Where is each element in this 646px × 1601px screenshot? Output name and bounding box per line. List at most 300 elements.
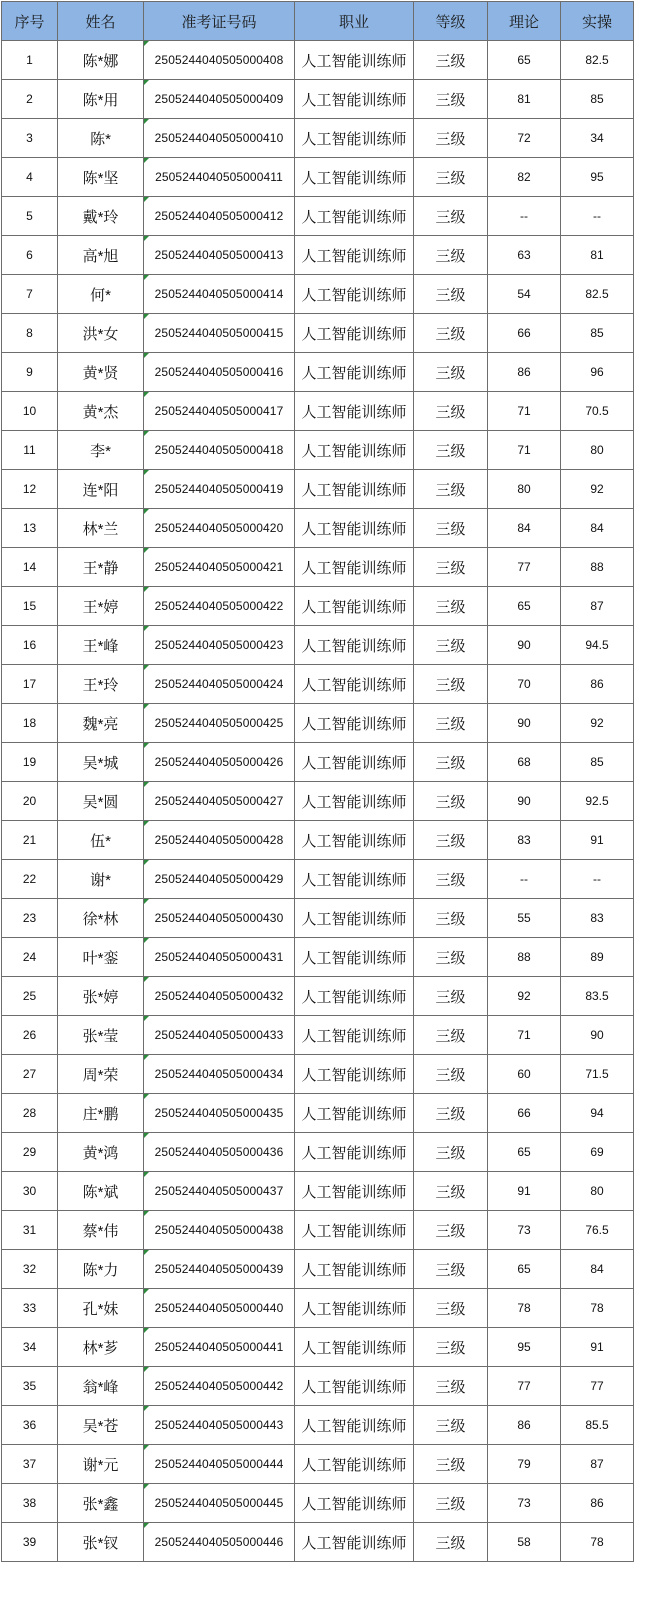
cell-practice-score: 86	[561, 665, 634, 704]
cell-practice-score: 85.5	[561, 1406, 634, 1445]
cell-level: 三级	[414, 1367, 488, 1406]
cell-name: 张*莹	[58, 1016, 144, 1055]
header-level: 等级	[414, 2, 488, 41]
cell-name: 林*兰	[58, 509, 144, 548]
cell-seq: 3	[2, 119, 58, 158]
cell-occupation: 人工智能训练师	[295, 860, 414, 899]
cell-theory-score: 71	[488, 431, 561, 470]
table-row	[2, 899, 634, 938]
cell-theory-score: 90	[488, 626, 561, 665]
table-row	[2, 938, 634, 977]
cell-name: 洪*女	[58, 314, 144, 353]
cell-seq: 7	[2, 275, 58, 314]
cell-occupation: 人工智能训练师	[295, 41, 414, 80]
cell-exam-id: 2505244040505000427	[144, 782, 295, 821]
cell-practice-score: 92.5	[561, 782, 634, 821]
cell-level: 三级	[414, 392, 488, 431]
cell-exam-id: 2505244040505000426	[144, 743, 295, 782]
cell-exam-id: 2505244040505000434	[144, 1055, 295, 1094]
cell-theory-score: 95	[488, 1328, 561, 1367]
table-row	[2, 1211, 634, 1250]
cell-exam-id: 2505244040505000417	[144, 392, 295, 431]
cell-occupation: 人工智能训练师	[295, 704, 414, 743]
cell-exam-id: 2505244040505000410	[144, 119, 295, 158]
cell-practice-score: 94	[561, 1094, 634, 1133]
cell-seq: 28	[2, 1094, 58, 1133]
cell-theory-score: 65	[488, 1250, 561, 1289]
cell-occupation: 人工智能训练师	[295, 1484, 414, 1523]
cell-exam-id: 2505244040505000444	[144, 1445, 295, 1484]
cell-occupation: 人工智能训练师	[295, 314, 414, 353]
table-row	[2, 1055, 634, 1094]
cell-occupation: 人工智能训练师	[295, 665, 414, 704]
table-row	[2, 1523, 634, 1562]
cell-name: 陈*	[58, 119, 144, 158]
cell-occupation: 人工智能训练师	[295, 1172, 414, 1211]
cell-occupation: 人工智能训练师	[295, 80, 414, 119]
cell-seq: 5	[2, 197, 58, 236]
cell-theory-score: 88	[488, 938, 561, 977]
cell-name: 谢*元	[58, 1445, 144, 1484]
cell-level: 三级	[414, 236, 488, 275]
cell-theory-score: 72	[488, 119, 561, 158]
table-row	[2, 314, 634, 353]
cell-exam-id: 2505244040505000442	[144, 1367, 295, 1406]
cell-seq: 19	[2, 743, 58, 782]
cell-seq: 8	[2, 314, 58, 353]
cell-theory-score: 68	[488, 743, 561, 782]
cell-exam-id: 2505244040505000416	[144, 353, 295, 392]
cell-practice-score: 92	[561, 704, 634, 743]
cell-level: 三级	[414, 1016, 488, 1055]
cell-occupation: 人工智能训练师	[295, 1367, 414, 1406]
table-row	[2, 1016, 634, 1055]
cell-practice-score: 87	[561, 587, 634, 626]
cell-level: 三级	[414, 353, 488, 392]
cell-seq: 37	[2, 1445, 58, 1484]
table-row	[2, 1445, 634, 1484]
cell-level: 三级	[414, 626, 488, 665]
cell-practice-score: 89	[561, 938, 634, 977]
table-row	[2, 782, 634, 821]
cell-practice-score: 81	[561, 236, 634, 275]
cell-occupation: 人工智能训练师	[295, 158, 414, 197]
cell-occupation: 人工智能训练师	[295, 1406, 414, 1445]
cell-name: 张*婷	[58, 977, 144, 1016]
cell-name: 王*玲	[58, 665, 144, 704]
cell-name: 黄*贤	[58, 353, 144, 392]
cell-name: 陈*坚	[58, 158, 144, 197]
table-row	[2, 821, 634, 860]
table-row	[2, 392, 634, 431]
cell-theory-score: 70	[488, 665, 561, 704]
cell-theory-score: 91	[488, 1172, 561, 1211]
cell-name: 陈*力	[58, 1250, 144, 1289]
cell-theory-score: 60	[488, 1055, 561, 1094]
cell-occupation: 人工智能训练师	[295, 821, 414, 860]
cell-practice-score: 92	[561, 470, 634, 509]
cell-level: 三级	[414, 548, 488, 587]
table-row	[2, 1250, 634, 1289]
cell-theory-score: 71	[488, 1016, 561, 1055]
cell-level: 三级	[414, 1406, 488, 1445]
cell-level: 三级	[414, 1250, 488, 1289]
cell-practice-score: 91	[561, 1328, 634, 1367]
cell-occupation: 人工智能训练师	[295, 626, 414, 665]
cell-exam-id: 2505244040505000421	[144, 548, 295, 587]
cell-theory-score: --	[488, 860, 561, 899]
cell-exam-id: 2505244040505000414	[144, 275, 295, 314]
cell-name: 林*芗	[58, 1328, 144, 1367]
cell-exam-id: 2505244040505000419	[144, 470, 295, 509]
table-row	[2, 41, 634, 80]
cell-level: 三级	[414, 1055, 488, 1094]
cell-occupation: 人工智能训练师	[295, 236, 414, 275]
cell-theory-score: 90	[488, 704, 561, 743]
cell-practice-score: 96	[561, 353, 634, 392]
cell-exam-id: 2505244040505000438	[144, 1211, 295, 1250]
cell-level: 三级	[414, 1523, 488, 1562]
table-body	[2, 41, 634, 1562]
cell-seq: 34	[2, 1328, 58, 1367]
cell-name: 吴*城	[58, 743, 144, 782]
table-row	[2, 197, 634, 236]
cell-level: 三级	[414, 1172, 488, 1211]
cell-level: 三级	[414, 1289, 488, 1328]
table-row	[2, 665, 634, 704]
cell-exam-id: 2505244040505000424	[144, 665, 295, 704]
cell-name: 王*峰	[58, 626, 144, 665]
cell-occupation: 人工智能训练师	[295, 353, 414, 392]
cell-level: 三级	[414, 1484, 488, 1523]
cell-seq: 6	[2, 236, 58, 275]
header-id: 准考证号码	[144, 2, 295, 41]
header-seq: 序号	[2, 2, 58, 41]
cell-practice-score: 78	[561, 1523, 634, 1562]
cell-practice-score: 83	[561, 899, 634, 938]
cell-occupation: 人工智能训练师	[295, 1328, 414, 1367]
cell-name: 徐*林	[58, 899, 144, 938]
cell-seq: 12	[2, 470, 58, 509]
cell-name: 陈*斌	[58, 1172, 144, 1211]
cell-practice-score: 82.5	[561, 41, 634, 80]
cell-exam-id: 2505244040505000430	[144, 899, 295, 938]
cell-theory-score: 65	[488, 41, 561, 80]
cell-exam-id: 2505244040505000428	[144, 821, 295, 860]
cell-exam-id: 2505244040505000422	[144, 587, 295, 626]
cell-occupation: 人工智能训练师	[295, 1016, 414, 1055]
cell-practice-score: 88	[561, 548, 634, 587]
cell-name: 魏*亮	[58, 704, 144, 743]
cell-seq: 35	[2, 1367, 58, 1406]
cell-level: 三级	[414, 314, 488, 353]
cell-practice-score: 87	[561, 1445, 634, 1484]
cell-level: 三级	[414, 1328, 488, 1367]
cell-name: 何*	[58, 275, 144, 314]
cell-theory-score: 65	[488, 1133, 561, 1172]
table-row	[2, 1172, 634, 1211]
cell-occupation: 人工智能训练师	[295, 119, 414, 158]
cell-seq: 39	[2, 1523, 58, 1562]
cell-practice-score: 95	[561, 158, 634, 197]
cell-occupation: 人工智能训练师	[295, 977, 414, 1016]
cell-practice-score: 76.5	[561, 1211, 634, 1250]
cell-theory-score: 86	[488, 353, 561, 392]
cell-theory-score: 66	[488, 314, 561, 353]
cell-level: 三级	[414, 41, 488, 80]
cell-seq: 33	[2, 1289, 58, 1328]
cell-seq: 23	[2, 899, 58, 938]
cell-seq: 32	[2, 1250, 58, 1289]
cell-occupation: 人工智能训练师	[295, 392, 414, 431]
cell-occupation: 人工智能训练师	[295, 1289, 414, 1328]
cell-exam-id: 2505244040505000445	[144, 1484, 295, 1523]
cell-theory-score: 77	[488, 1367, 561, 1406]
cell-theory-score: 71	[488, 392, 561, 431]
table-row	[2, 1406, 634, 1445]
cell-level: 三级	[414, 197, 488, 236]
cell-name: 王*婷	[58, 587, 144, 626]
cell-occupation: 人工智能训练师	[295, 899, 414, 938]
cell-name: 谢*	[58, 860, 144, 899]
cell-exam-id: 2505244040505000420	[144, 509, 295, 548]
cell-practice-score: 86	[561, 1484, 634, 1523]
cell-seq: 30	[2, 1172, 58, 1211]
cell-level: 三级	[414, 821, 488, 860]
cell-name: 庄*鹏	[58, 1094, 144, 1133]
cell-level: 三级	[414, 743, 488, 782]
table-row	[2, 1367, 634, 1406]
cell-occupation: 人工智能训练师	[295, 587, 414, 626]
cell-seq: 9	[2, 353, 58, 392]
cell-seq: 26	[2, 1016, 58, 1055]
cell-level: 三级	[414, 80, 488, 119]
cell-level: 三级	[414, 431, 488, 470]
cell-theory-score: 81	[488, 80, 561, 119]
cell-exam-id: 2505244040505000413	[144, 236, 295, 275]
cell-exam-id: 2505244040505000439	[144, 1250, 295, 1289]
cell-practice-score: 85	[561, 743, 634, 782]
cell-exam-id: 2505244040505000437	[144, 1172, 295, 1211]
cell-practice-score: 90	[561, 1016, 634, 1055]
cell-practice-score: 85	[561, 314, 634, 353]
table-row	[2, 158, 634, 197]
cell-name: 蔡*伟	[58, 1211, 144, 1250]
cell-occupation: 人工智能训练师	[295, 509, 414, 548]
cell-seq: 38	[2, 1484, 58, 1523]
table-row	[2, 470, 634, 509]
cell-practice-score: 70.5	[561, 392, 634, 431]
cell-name: 周*荣	[58, 1055, 144, 1094]
cell-practice-score: 77	[561, 1367, 634, 1406]
cell-name: 吴*苍	[58, 1406, 144, 1445]
table-row	[2, 1484, 634, 1523]
cell-seq: 15	[2, 587, 58, 626]
score-table	[1, 1, 634, 1562]
cell-name: 伍*	[58, 821, 144, 860]
table-row	[2, 626, 634, 665]
header-name: 姓名	[58, 2, 144, 41]
cell-name: 戴*玲	[58, 197, 144, 236]
cell-theory-score: 55	[488, 899, 561, 938]
cell-name: 翁*峰	[58, 1367, 144, 1406]
cell-level: 三级	[414, 1211, 488, 1250]
cell-name: 吴*圆	[58, 782, 144, 821]
cell-seq: 14	[2, 548, 58, 587]
cell-practice-score: 84	[561, 509, 634, 548]
cell-seq: 24	[2, 938, 58, 977]
cell-seq: 29	[2, 1133, 58, 1172]
cell-level: 三级	[414, 782, 488, 821]
cell-seq: 31	[2, 1211, 58, 1250]
cell-level: 三级	[414, 860, 488, 899]
cell-theory-score: 58	[488, 1523, 561, 1562]
cell-name: 李*	[58, 431, 144, 470]
cell-practice-score: 34	[561, 119, 634, 158]
cell-practice-score: 83.5	[561, 977, 634, 1016]
cell-occupation: 人工智能训练师	[295, 470, 414, 509]
cell-seq: 4	[2, 158, 58, 197]
cell-exam-id: 2505244040505000446	[144, 1523, 295, 1562]
cell-level: 三级	[414, 977, 488, 1016]
cell-practice-score: 84	[561, 1250, 634, 1289]
cell-theory-score: 54	[488, 275, 561, 314]
cell-exam-id: 2505244040505000435	[144, 1094, 295, 1133]
cell-theory-score: 86	[488, 1406, 561, 1445]
table-header	[2, 2, 634, 41]
table-row	[2, 1328, 634, 1367]
cell-level: 三级	[414, 899, 488, 938]
cell-occupation: 人工智能训练师	[295, 1523, 414, 1562]
cell-seq: 13	[2, 509, 58, 548]
table-row	[2, 80, 634, 119]
cell-occupation: 人工智能训练师	[295, 431, 414, 470]
cell-occupation: 人工智能训练师	[295, 1055, 414, 1094]
cell-theory-score: 84	[488, 509, 561, 548]
cell-exam-id: 2505244040505000433	[144, 1016, 295, 1055]
cell-occupation: 人工智能训练师	[295, 1094, 414, 1133]
cell-practice-score: 71.5	[561, 1055, 634, 1094]
header-job: 职业	[295, 2, 414, 41]
cell-exam-id: 2505244040505000409	[144, 80, 295, 119]
cell-practice-score: 80	[561, 431, 634, 470]
cell-name: 孔*妹	[58, 1289, 144, 1328]
table-row	[2, 1133, 634, 1172]
cell-name: 张*钗	[58, 1523, 144, 1562]
cell-exam-id: 2505244040505000412	[144, 197, 295, 236]
cell-theory-score: 73	[488, 1211, 561, 1250]
cell-practice-score: 91	[561, 821, 634, 860]
cell-level: 三级	[414, 470, 488, 509]
cell-level: 三级	[414, 587, 488, 626]
cell-theory-score: 65	[488, 587, 561, 626]
cell-occupation: 人工智能训练师	[295, 548, 414, 587]
cell-exam-id: 2505244040505000431	[144, 938, 295, 977]
cell-level: 三级	[414, 665, 488, 704]
cell-theory-score: 77	[488, 548, 561, 587]
cell-theory-score: --	[488, 197, 561, 236]
cell-seq: 2	[2, 80, 58, 119]
cell-occupation: 人工智能训练师	[295, 197, 414, 236]
cell-level: 三级	[414, 509, 488, 548]
cell-level: 三级	[414, 119, 488, 158]
cell-exam-id: 2505244040505000436	[144, 1133, 295, 1172]
cell-practice-score: 85	[561, 80, 634, 119]
cell-seq: 10	[2, 392, 58, 431]
cell-seq: 27	[2, 1055, 58, 1094]
cell-occupation: 人工智能训练师	[295, 1445, 414, 1484]
cell-seq: 22	[2, 860, 58, 899]
cell-name: 黄*杰	[58, 392, 144, 431]
cell-occupation: 人工智能训练师	[295, 1211, 414, 1250]
table-row	[2, 548, 634, 587]
cell-theory-score: 83	[488, 821, 561, 860]
cell-level: 三级	[414, 938, 488, 977]
table-row	[2, 587, 634, 626]
cell-theory-score: 66	[488, 1094, 561, 1133]
cell-occupation: 人工智能训练师	[295, 275, 414, 314]
cell-level: 三级	[414, 1133, 488, 1172]
header-row	[2, 2, 634, 41]
cell-name: 陈*用	[58, 80, 144, 119]
cell-exam-id: 2505244040505000432	[144, 977, 295, 1016]
cell-occupation: 人工智能训练师	[295, 1133, 414, 1172]
cell-seq: 11	[2, 431, 58, 470]
cell-exam-id: 2505244040505000443	[144, 1406, 295, 1445]
cell-seq: 18	[2, 704, 58, 743]
cell-name: 王*静	[58, 548, 144, 587]
cell-theory-score: 78	[488, 1289, 561, 1328]
cell-practice-score: 69	[561, 1133, 634, 1172]
cell-exam-id: 2505244040505000423	[144, 626, 295, 665]
cell-theory-score: 63	[488, 236, 561, 275]
header-practice: 实操	[561, 2, 634, 41]
table-row	[2, 860, 634, 899]
cell-exam-id: 2505244040505000425	[144, 704, 295, 743]
cell-name: 高*旭	[58, 236, 144, 275]
cell-seq: 17	[2, 665, 58, 704]
cell-theory-score: 92	[488, 977, 561, 1016]
cell-level: 三级	[414, 275, 488, 314]
cell-occupation: 人工智能训练师	[295, 1250, 414, 1289]
cell-occupation: 人工智能训练师	[295, 938, 414, 977]
header-theory: 理论	[488, 2, 561, 41]
cell-practice-score: 78	[561, 1289, 634, 1328]
cell-level: 三级	[414, 704, 488, 743]
table-row	[2, 977, 634, 1016]
table-row	[2, 236, 634, 275]
cell-theory-score: 73	[488, 1484, 561, 1523]
cell-name: 陈*娜	[58, 41, 144, 80]
cell-seq: 36	[2, 1406, 58, 1445]
cell-name: 叶*銮	[58, 938, 144, 977]
cell-theory-score: 90	[488, 782, 561, 821]
cell-practice-score: --	[561, 197, 634, 236]
table-row	[2, 1094, 634, 1133]
cell-exam-id: 2505244040505000418	[144, 431, 295, 470]
cell-exam-id: 2505244040505000415	[144, 314, 295, 353]
cell-exam-id: 2505244040505000408	[144, 41, 295, 80]
cell-level: 三级	[414, 1094, 488, 1133]
cell-seq: 25	[2, 977, 58, 1016]
cell-seq: 21	[2, 821, 58, 860]
cell-level: 三级	[414, 158, 488, 197]
cell-exam-id: 2505244040505000429	[144, 860, 295, 899]
cell-occupation: 人工智能训练师	[295, 782, 414, 821]
cell-seq: 1	[2, 41, 58, 80]
table-row	[2, 509, 634, 548]
cell-practice-score: 94.5	[561, 626, 634, 665]
